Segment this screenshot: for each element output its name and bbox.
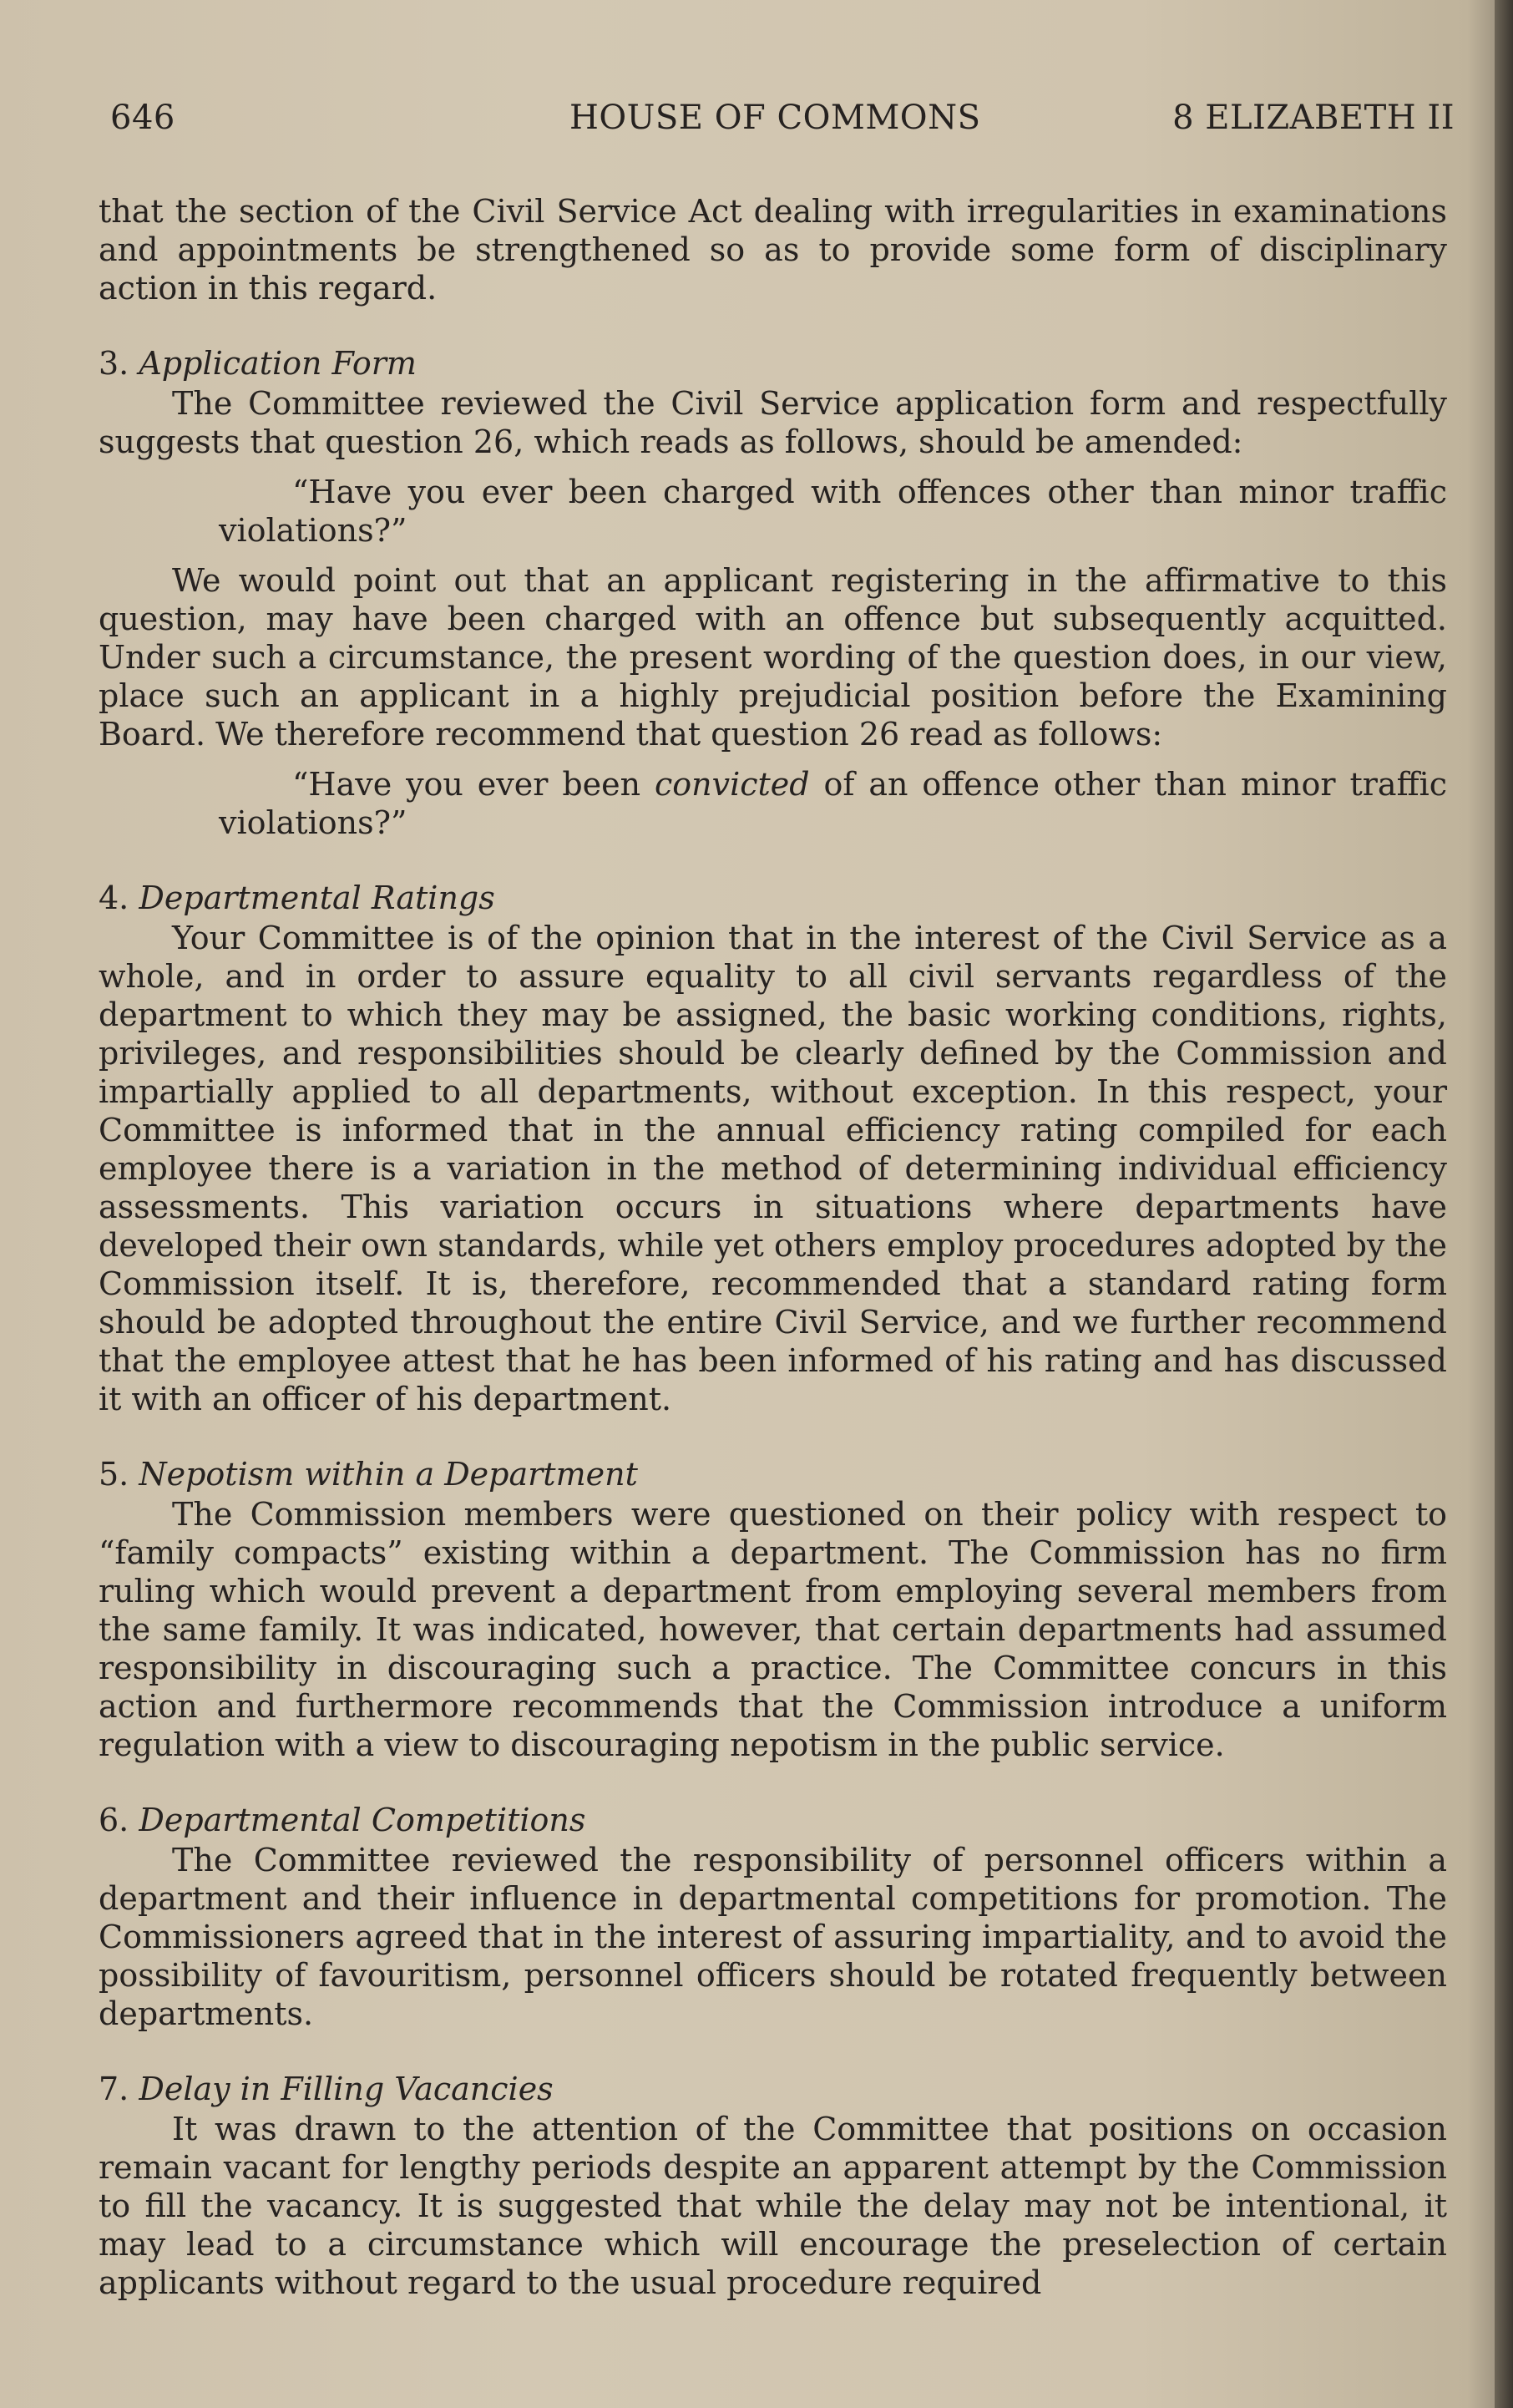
section-5-title: Nepotism within a Department [139,1456,638,1493]
section-4-number: 4. [99,880,129,916]
section-3-quote-1: “Have you ever been charged with offences other than minor traffic violations?” [219,474,1447,549]
section-6-title: Departmental Competitions [139,1802,586,1838]
section-4-title: Departmental Ratings [139,880,495,916]
page-body [99,192,1447,2302]
section-7-paragraph: It was drawn to the attention of the Committee that positions on occasion remain vacant for lengthy periods despite an apparent attempt by the Commission to fill the vacancy. It is suggested that while the delay may not be intentional, it may lead to a circumstance which will encourage the preselection of certain applicants without regard to the usual procedure required [99,2111,1447,2301]
section-7-title: Delay in Filling Vacancies [139,2071,554,2107]
section-7-number: 7. [99,2071,129,2107]
section-6-heading [99,1801,1447,1839]
section-3-title: Application Form [139,345,417,382]
header-right-title: 8 ELIZABETH II [1172,99,1455,137]
book-spine-edge [1495,0,1513,2408]
running-header [110,99,1455,140]
section-5-paragraph: The Commission members were questioned on their policy with respect to “family compacts” existing within a department. The Commission has no firm ruling which would prevent a department from employing several members from the same family. It was indicated, however, that certain departments had assumed responsibility in discouraging such a practice. The Committee concurs in this action and furthermore recommends that the Commission introduce a uniform regulation with a view to discouraging nepotism in the public service. [99,1496,1447,1763]
section-4-paragraph: Your Committee is of the opinion that in the interest of the Civil Service as a whole, and in order to assure equality to all civil servants regardless of the department to which they may be assigned, the basic working conditions, rights, privileges, and responsibilities should be clearly defined by the Commission and impartially applied to all departments, without exception. In this respect, your Committee is informed that in the annual efficiency rating compiled for each employee there is a variation in the method of determining individual efficiency assessments. This variation occurs in situations where departments have developed their own standards, while yet others employ procedures adopted by the Commission itself. It is, therefore, recommended that a standard rating form should be adopted throughout the entire Civil Service, and we further recommend that the employee attest that he has been informed of his rating and has discussed it with an officer of his department. [99,920,1447,1417]
quote-2-emphasis: convicted [655,766,810,803]
quote-2-after: of an offence other than minor traffic violations?” [219,766,1447,841]
section-3-paragraph-2: We would point out that an applicant registering in the affirmative to this question, may have been charged with an offence but subsequently acquitted. Under such a circumstance, the present wording of the question does, in our view, place such an applicant in a highly prejudicial position before the Examining Board. We therefore recommend that question 26 read as follows: [99,562,1447,753]
intro-paragraph: that the section of the Civil Service Act dealing with irregularities in examinations and appointments be strengthened so as to provide some form of disciplinary action in this regard. [99,193,1447,307]
section-3-quote-2 [99,765,1447,842]
section-6-paragraph: The Committee reviewed the responsibility of personnel officers within a department and their influence in departmental competitions for promotion. The Commissioners agreed that in the interest of assuring impartiality, and to avoid the possibility of favouritism, personnel officers should be rotated frequently between departments. [99,1842,1447,2032]
section-6-number: 6. [99,1802,129,1838]
quote-2-before: “Have you ever been [292,766,655,803]
section-3-heading [99,344,1447,383]
section-4-heading [99,879,1447,917]
section-3-number: 3. [99,345,129,382]
page-number: 646 [110,99,175,137]
section-5-number: 5. [99,1456,129,1493]
section-3-paragraph-1: The Committee reviewed the Civil Service application form and respectfully suggests that question 26, which reads as follows, should be amended: [99,385,1447,460]
section-7-heading [99,2070,1447,2108]
section-5-heading [99,1455,1447,1493]
header-center-title: HOUSE OF COMMONS [569,99,981,137]
